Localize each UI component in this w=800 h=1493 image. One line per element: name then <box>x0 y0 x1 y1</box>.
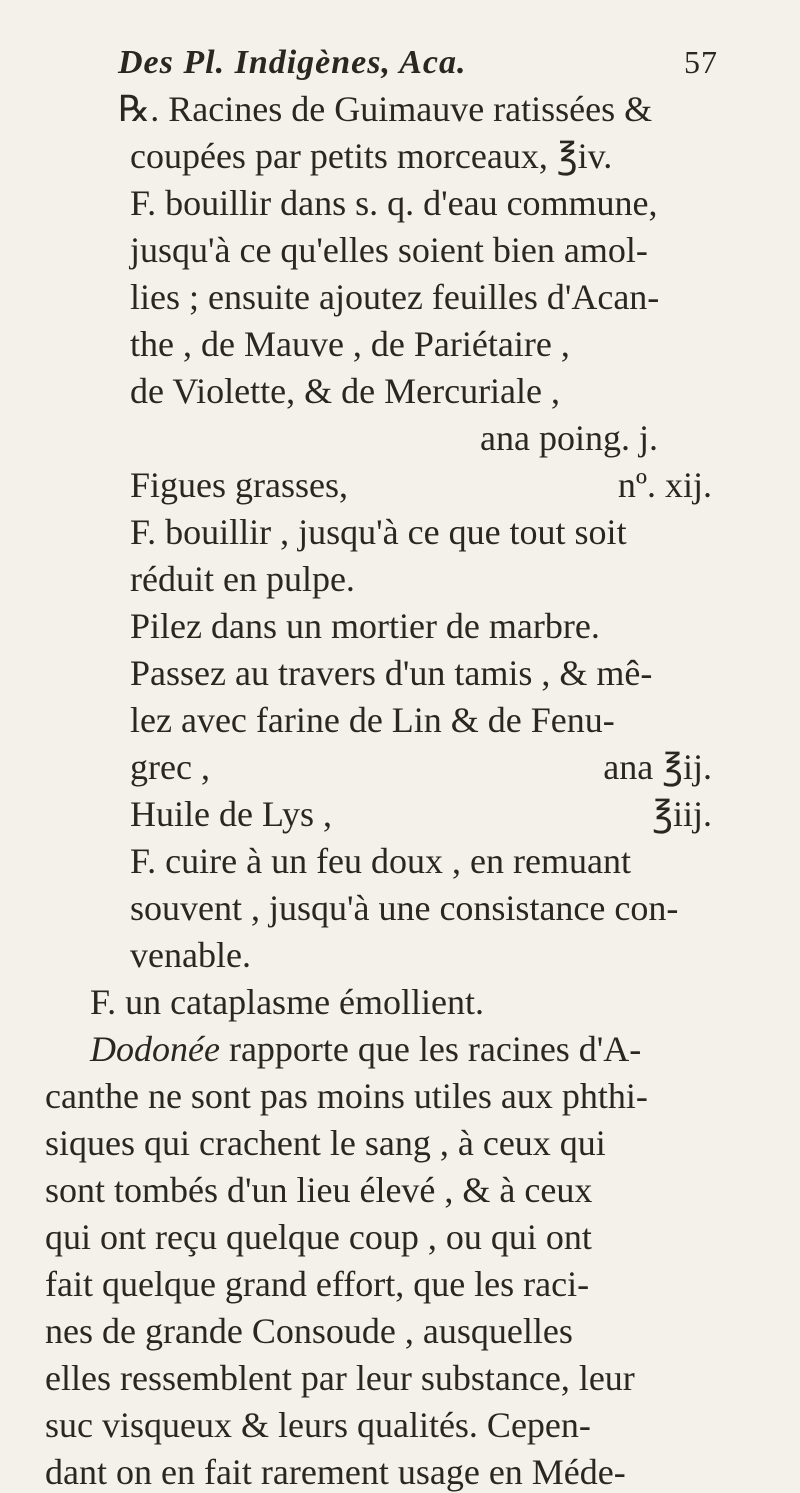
text-line: elles ressemblent par leur substance, leur <box>45 1358 635 1398</box>
running-title: Des Pl. Indigènes, Aca. <box>118 44 467 81</box>
ingredient: Huile de Lys , <box>130 794 332 834</box>
text-line <box>90 1028 641 1070</box>
text-line: sont tombés d'un lieu élevé , & à ceux <box>45 1170 593 1210</box>
running-header <box>118 44 718 82</box>
text-line: the , de Mauve , de Pariétaire , <box>130 324 570 364</box>
text-line: fait quelque grand effort, que les raci- <box>45 1264 590 1304</box>
text-line: de Violette, & de Mercuriale , <box>130 371 561 411</box>
text-line: siques qui crachent le sang , à ceux qui <box>45 1123 606 1163</box>
text-line: souvent , jusqu'à une consistance con- <box>130 888 679 928</box>
text-line: suc visqueux & leurs qualités. Cepen- <box>45 1405 591 1445</box>
quantity: nº. xij. <box>617 465 712 505</box>
text-line: Pilez dans un mortier de marbre. <box>130 606 600 646</box>
text-line: ℞. Racines de Guimauve ratissées & <box>118 89 653 129</box>
text-line: qui ont reçu quelque coup , ou qui ont <box>45 1217 592 1257</box>
text-line: lies ; ensuite ajoutez feuilles d'Acan- <box>130 277 660 317</box>
text-line: venable. <box>130 935 251 975</box>
ingredient: grec , <box>130 747 210 787</box>
text-line: F. bouillir dans s. q. d'eau commune, <box>130 183 658 223</box>
quantity: ℥iij. <box>652 794 712 834</box>
recipe-row <box>130 746 712 788</box>
text-line: dant on en fait rarement usage en Méde- <box>45 1452 626 1492</box>
text-line: F. bouillir , jusqu'à ce que tout soit <box>130 512 627 552</box>
page-number: 57 <box>684 44 718 80</box>
text-line: ana poing. j. <box>480 418 658 458</box>
text-line: F. cuire à un feu doux , en remuant <box>130 841 631 881</box>
quantity: ana ℥ij. <box>603 747 712 787</box>
text-line: F. un cataplasme émollient. <box>90 982 485 1022</box>
text-line: jusqu'à ce qu'elles soient bien amol- <box>130 230 648 270</box>
text-fragment: rapporte que les racines d'A- <box>228 1029 642 1069</box>
text-line: lez avec farine de Lin & de Fenu- <box>130 700 615 740</box>
text-line: canthe ne sont pas moins utiles aux phthi- <box>45 1076 648 1116</box>
author-name: Dodonée <box>90 1029 220 1069</box>
recipe-row <box>130 464 712 506</box>
text-line: réduit en pulpe. <box>130 559 355 599</box>
text-line: coupées par petits morceaux, ℥iv. <box>130 136 613 176</box>
text-line: Passez au travers d'un tamis , & mê- <box>130 653 653 693</box>
recipe-row <box>130 793 712 835</box>
text-line: nes de grande Consoude , ausquelles <box>45 1311 573 1351</box>
ingredient: Figues grasses, <box>130 465 348 505</box>
